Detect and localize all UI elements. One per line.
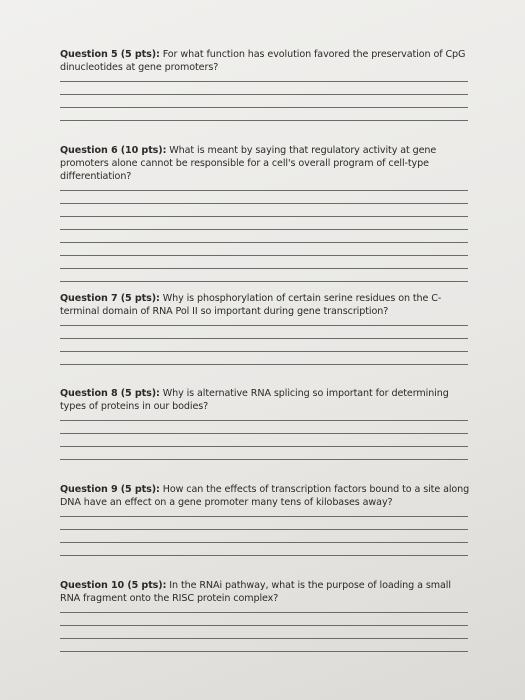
answer-line[interactable] — [60, 216, 468, 217]
answer-line[interactable] — [60, 107, 468, 108]
answer-line[interactable] — [60, 242, 468, 243]
answer-line[interactable] — [60, 203, 468, 204]
question-10-prompt: In the RNAi pathway, what is the purpose of loading a small RNA fragment onto the RISC protein complex? — [60, 580, 451, 604]
question-6-prompt: What is meant by saying that regulatory activity at gene promoters alone cannot be responsible for a cell's overall program of cell-type differentiation? — [60, 145, 437, 182]
question-10 — [60, 579, 470, 652]
question-9-label: Question 9 (5 pts): — [60, 484, 160, 495]
question-7-label: Question 7 (5 pts): — [60, 293, 160, 304]
question-6-answer-lines[interactable] — [60, 190, 470, 282]
answer-line[interactable] — [60, 459, 468, 460]
question-5-prompt: For what function has evolution favored the preservation of CpG dinucleotides at gene promoters? — [60, 49, 466, 73]
answer-line[interactable] — [60, 229, 468, 230]
answer-line[interactable] — [60, 94, 468, 95]
answer-line[interactable] — [60, 325, 468, 326]
answer-line[interactable] — [60, 420, 468, 421]
answer-line[interactable] — [60, 446, 468, 447]
question-7-text — [60, 292, 470, 318]
question-8-text — [60, 387, 470, 413]
question-9 — [60, 483, 470, 556]
answer-line[interactable] — [60, 625, 468, 626]
answer-line[interactable] — [60, 281, 468, 282]
answer-line[interactable] — [60, 542, 468, 543]
answer-line[interactable] — [60, 516, 468, 517]
answer-line[interactable] — [60, 255, 468, 256]
question-7-answer-lines[interactable] — [60, 325, 470, 365]
question-5 — [60, 48, 470, 121]
question-10-answer-lines[interactable] — [60, 612, 470, 652]
answer-line[interactable] — [60, 529, 468, 530]
question-5-text — [60, 48, 470, 74]
answer-line[interactable] — [60, 81, 468, 82]
question-7 — [60, 292, 470, 365]
question-7-prompt: Why is phosphorylation of certain serine residues on the C-terminal domain of RNA Pol II so important during gene transcription? — [60, 293, 442, 317]
answer-line[interactable] — [60, 555, 468, 556]
question-8-answer-lines[interactable] — [60, 420, 470, 460]
question-6 — [60, 144, 470, 282]
answer-line[interactable] — [60, 651, 468, 652]
answer-line[interactable] — [60, 364, 468, 365]
question-8-prompt: Why is alternative RNA splicing so important for determining types of proteins in our bodies? — [60, 388, 449, 412]
answer-line[interactable] — [60, 338, 468, 339]
answer-line[interactable] — [60, 638, 468, 639]
answer-line[interactable] — [60, 268, 468, 269]
answer-line[interactable] — [60, 351, 468, 352]
question-10-label: Question 10 (5 pts): — [60, 580, 167, 591]
answer-line[interactable] — [60, 190, 468, 191]
question-8 — [60, 387, 470, 460]
question-9-prompt: How can the effects of transcription factors bound to a site along DNA have an effect on a gene promoter many tens of kilobases away? — [60, 484, 470, 508]
question-6-label: Question 6 (10 pts): — [60, 145, 167, 156]
question-9-answer-lines[interactable] — [60, 516, 470, 556]
question-9-text — [60, 483, 470, 509]
question-5-answer-lines[interactable] — [60, 81, 470, 121]
answer-line[interactable] — [60, 433, 468, 434]
question-6-text — [60, 144, 470, 183]
question-5-label: Question 5 (5 pts): — [60, 49, 160, 60]
answer-line[interactable] — [60, 612, 468, 613]
question-10-text — [60, 579, 470, 605]
answer-line[interactable] — [60, 120, 468, 121]
question-8-label: Question 8 (5 pts): — [60, 388, 160, 399]
